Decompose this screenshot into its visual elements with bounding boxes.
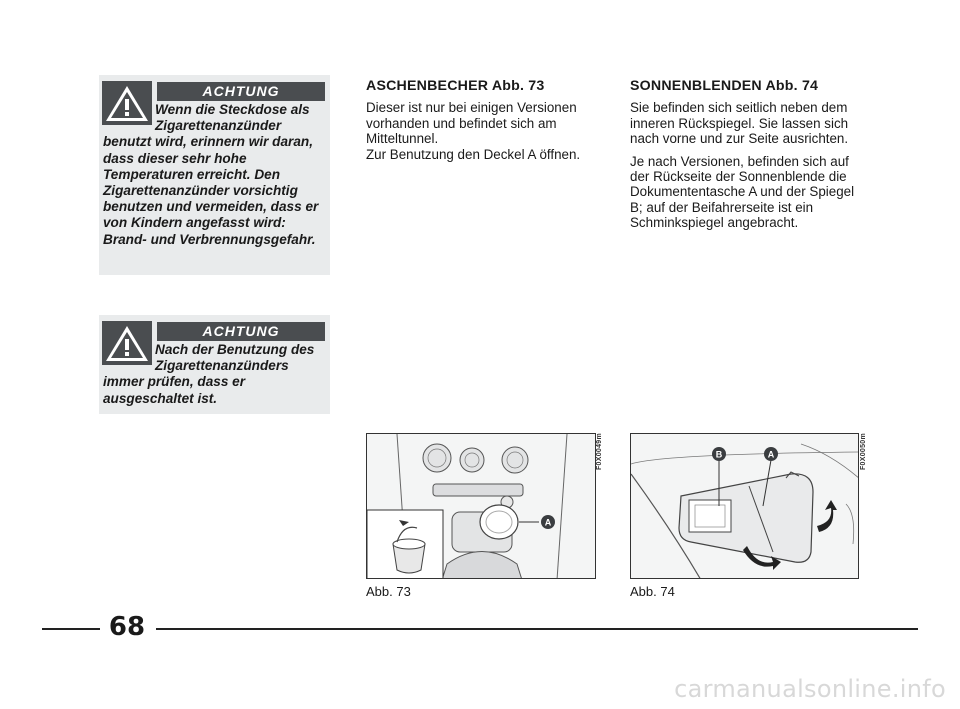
figure-caption: Abb. 73: [366, 584, 411, 599]
warning-label: ACHTUNG: [157, 82, 325, 101]
footer-rule: [156, 628, 918, 630]
sunvisor-illustration: [631, 434, 859, 579]
figure-caption: Abb. 74: [630, 584, 675, 599]
callout-a: A: [767, 449, 775, 460]
section-sunvisors: [630, 79, 870, 238]
warning-box-heat: [99, 75, 330, 275]
section-paragraph: Sie befinden sich seitlich neben dem inneren Rückspiegel. Sie lassen sich nach vorne und zur Seite ausrichten.: [630, 100, 849, 147]
figure-sunvisor: [630, 433, 859, 579]
section-paragraph: Je nach Versionen, befinden sich auf der Rückseite der Sonnenblende die Dokumententasche A und der Spiegel B; auf der Beifahrerseite ist ein Schminkspiegel angebracht.: [630, 153, 855, 231]
figure-code: F0X0049m: [596, 433, 603, 471]
section-title: ASCHENBECHER Abb. 73: [366, 78, 545, 94]
callout-b: B: [715, 449, 723, 460]
callout-a: A: [544, 517, 552, 528]
ashtray-illustration: [367, 434, 596, 579]
section-paragraph: Zur Benutzung den Deckel A öffnen.: [366, 146, 581, 162]
warning-box-lighter-off: [99, 315, 330, 414]
warning-label: ACHTUNG: [157, 322, 325, 341]
section-title: SONNENBLENDEN Abb. 74: [630, 78, 819, 94]
warning-text: Nach der Benutzung des Zigarettenanzünders immer prüfen, dass er ausgeschaltet ist.: [103, 342, 315, 406]
section-ashtray: [366, 79, 606, 169]
section-paragraph: Dieser ist nur bei einigen Versionen vorhanden und befindet sich am Mitteltunnel.: [366, 100, 577, 147]
watermark: carmanualsonline.info: [674, 675, 946, 703]
footer-rule: [42, 628, 100, 630]
figure-ashtray: [366, 433, 596, 579]
figure-code: F0X0050m: [860, 433, 867, 471]
page-number: 68: [108, 612, 146, 642]
warning-text: Wenn die Steckdose als Zigarettenanzünder benutzt wird, erinnern wir daran, dass dieser sehr hohe Temperaturen erreicht. Den Zigarettenanzünder vorsichtig benutzen und vermeiden, dass er von Kindern angefasst wird: Brand- und Verbrennungsgefahr.: [103, 102, 319, 247]
